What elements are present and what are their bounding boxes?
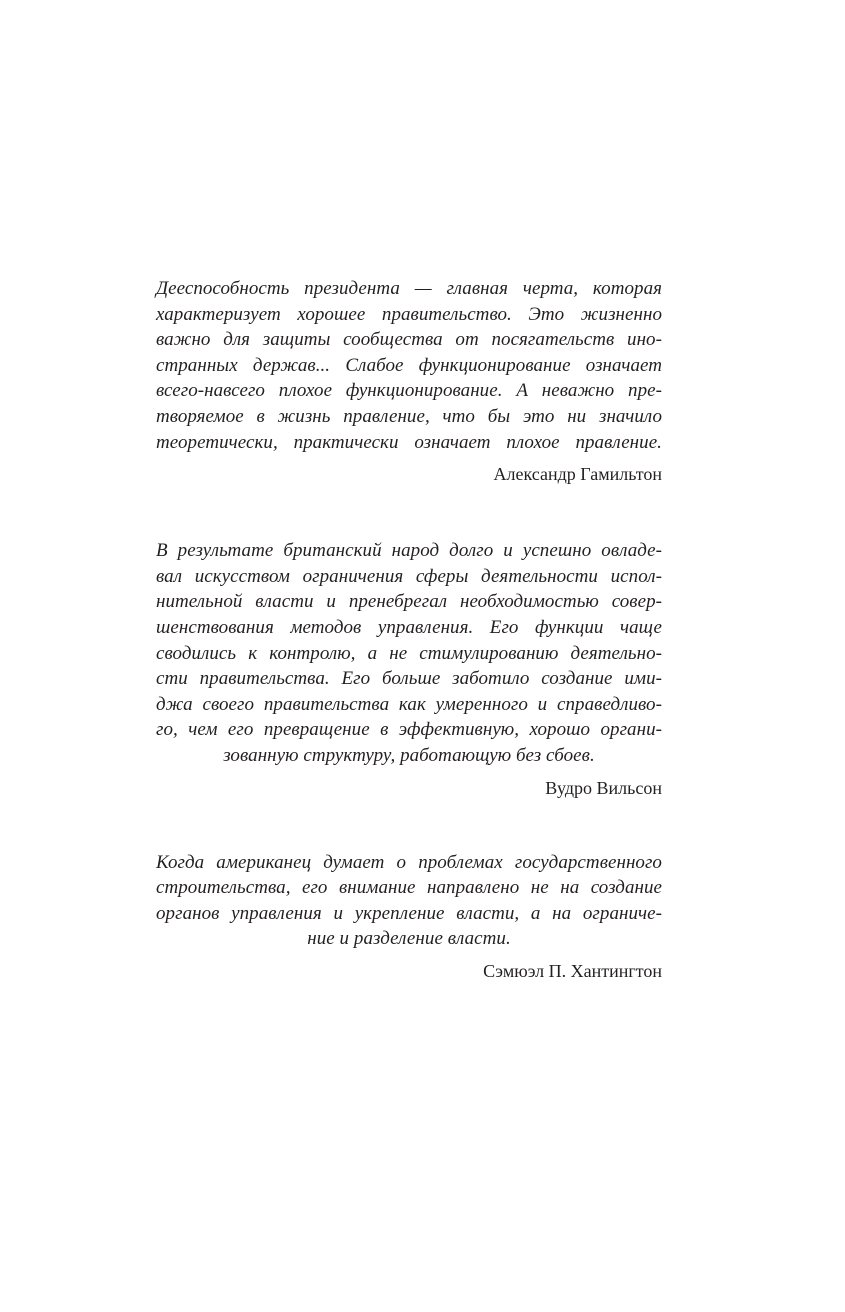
quote-line: го, чем его превращение в эффективную, хорошо органи- (156, 719, 662, 741)
quote-line: вал искусством ограничения сферы деятельности испол- (156, 565, 662, 587)
quote-line: В результате британский народ долго и успешно овладе- (156, 540, 662, 562)
epigraphs (156, 276, 662, 983)
quote-line: нительной власти и пренебрегал необходимостью совер- (156, 591, 662, 613)
epigraph-quote (156, 850, 662, 952)
epigraph-quote (156, 276, 662, 455)
quote-line: всего-навсего плохое функционирование. А неважно пре- (156, 380, 662, 402)
quote-line: сти правительства. Его больше заботило создание ими- (156, 668, 662, 690)
epigraph-hamilton (156, 276, 662, 486)
quote-line: творяемое в жизнь правление, что бы это ни значило (156, 405, 662, 427)
quote-line: теоретически, практически означает плохое правление. (156, 431, 662, 453)
quote-line: строительства, его внимание направлено не на создание (156, 877, 662, 899)
quote-line: важно для защиты сообщества от посягательств ино- (156, 329, 662, 351)
quote-line: шенствования методов управления. Его функции чаще (156, 616, 662, 638)
quote-line: ние и разделение власти. (307, 928, 511, 950)
quote-line: Дееспособность президента — главная черта, которая (156, 278, 662, 299)
epigraph-wilson (156, 538, 662, 799)
quote-line: органов управления и укрепление власти, а на ограниче- (156, 902, 662, 924)
epigraph-author: Вудро Вильсон (545, 777, 662, 798)
quote-line: джа своего правительства как умеренного и справедливо- (156, 693, 662, 715)
quote-line: сводились к контролю, а не стимулированию деятельно- (156, 642, 662, 664)
quote-line: зованную структуру, работающую без сбоев. (223, 744, 595, 766)
epigraph-author: Александр Гамильтон (493, 464, 662, 485)
epigraph-quote (156, 538, 662, 768)
epigraph-huntington (156, 850, 662, 983)
quote-line: Когда американец думает о проблемах государственного (156, 851, 662, 873)
epigraph-author: Сэмюэл П. Хантингтон (483, 960, 662, 981)
quote-line: странных держав... Слабое функционирование означает (156, 354, 662, 376)
quote-line: характеризует хорошее правительство. Это жизненно (156, 303, 662, 325)
